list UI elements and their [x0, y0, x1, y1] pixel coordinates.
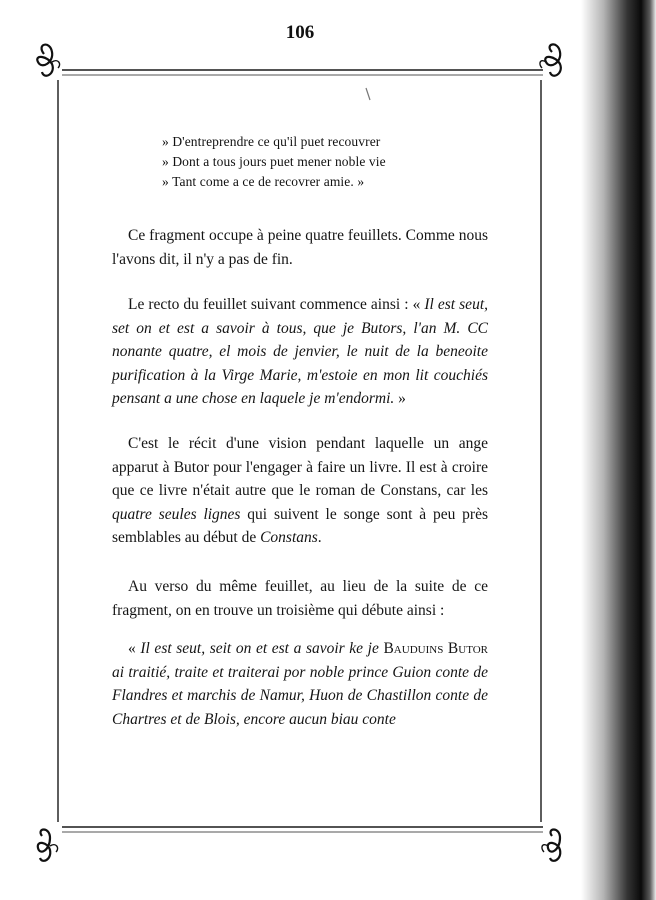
paragraph-3-part-1: C'est le récit d'une vision pendant laquelle un ange apparut à Butor pour l'engager à faire un livre. Il est à croire que ce livre n'était autre que le roman de Constans, car les — [112, 435, 488, 499]
paragraph-2-quote: Il est seut, set on et est a savoir à tous, que je Butors, l'an M. CC nonante quatre, el mois de jenvier, le nuit de la beneoite purification à la Virge Marie, m'estoie en mon lit couchiés pensant a une chose en laquele je m'endormi. — [112, 296, 488, 407]
paragraph-3-emphasis-1: quatre seules lignes — [112, 505, 241, 523]
paragraph-5-open: « — [128, 640, 141, 657]
paragraph-2-intro: Le recto du feuillet suivant commence ainsi : « — [128, 296, 425, 313]
paragraph-3-part-2: qui suivent le songe sont à peu près semblables au début de — [112, 505, 488, 546]
paragraph-1: Ce fragment occupe à peine quatre feuillets. Comme nous l'avons dit, il n'y a pas de fin. — [112, 227, 488, 268]
paragraph-3-emphasis-2: Constans — [260, 529, 318, 546]
paragraph-2 — [112, 293, 488, 411]
stray-mark — [366, 88, 370, 100]
verse-line-1: » D'entreprendre ce qu'il puet recouvrer — [162, 134, 381, 149]
verse-line-3: » Tant come a ce de recovrer amie. » — [162, 174, 365, 189]
ornament-top-right — [540, 44, 561, 75]
paragraph-3 — [112, 432, 488, 550]
paragraph-5 — [112, 637, 488, 731]
paragraph-5-part-1: Il est seut, seit on et est a savoir ke je — [140, 640, 384, 657]
ornament-top-left — [37, 45, 59, 76]
verse-line-2: » Dont a tous jours puet mener noble vie — [162, 154, 386, 169]
ornament-bottom-right — [542, 830, 560, 861]
paragraph-5-part-2: ai traitié, traite et traiterai por noble prince Guion conte de Flandres et marchis de Namur, Huon de Chastillon conte de Chartres et de Blois, encore aucun biau conte — [112, 663, 488, 728]
paragraph-5-name: Bauduins Butor — [383, 640, 488, 657]
paragraph-2-close: » — [394, 390, 406, 407]
paragraph-3-part-3: . — [317, 529, 322, 546]
ornament-bottom-left — [38, 830, 58, 861]
paragraph-4: Au verso du même feuillet, au lieu de la suite de ce fragment, on en trouve un troisième qui débute ainsi : — [112, 578, 488, 619]
page-number: 106 — [285, 22, 315, 43]
